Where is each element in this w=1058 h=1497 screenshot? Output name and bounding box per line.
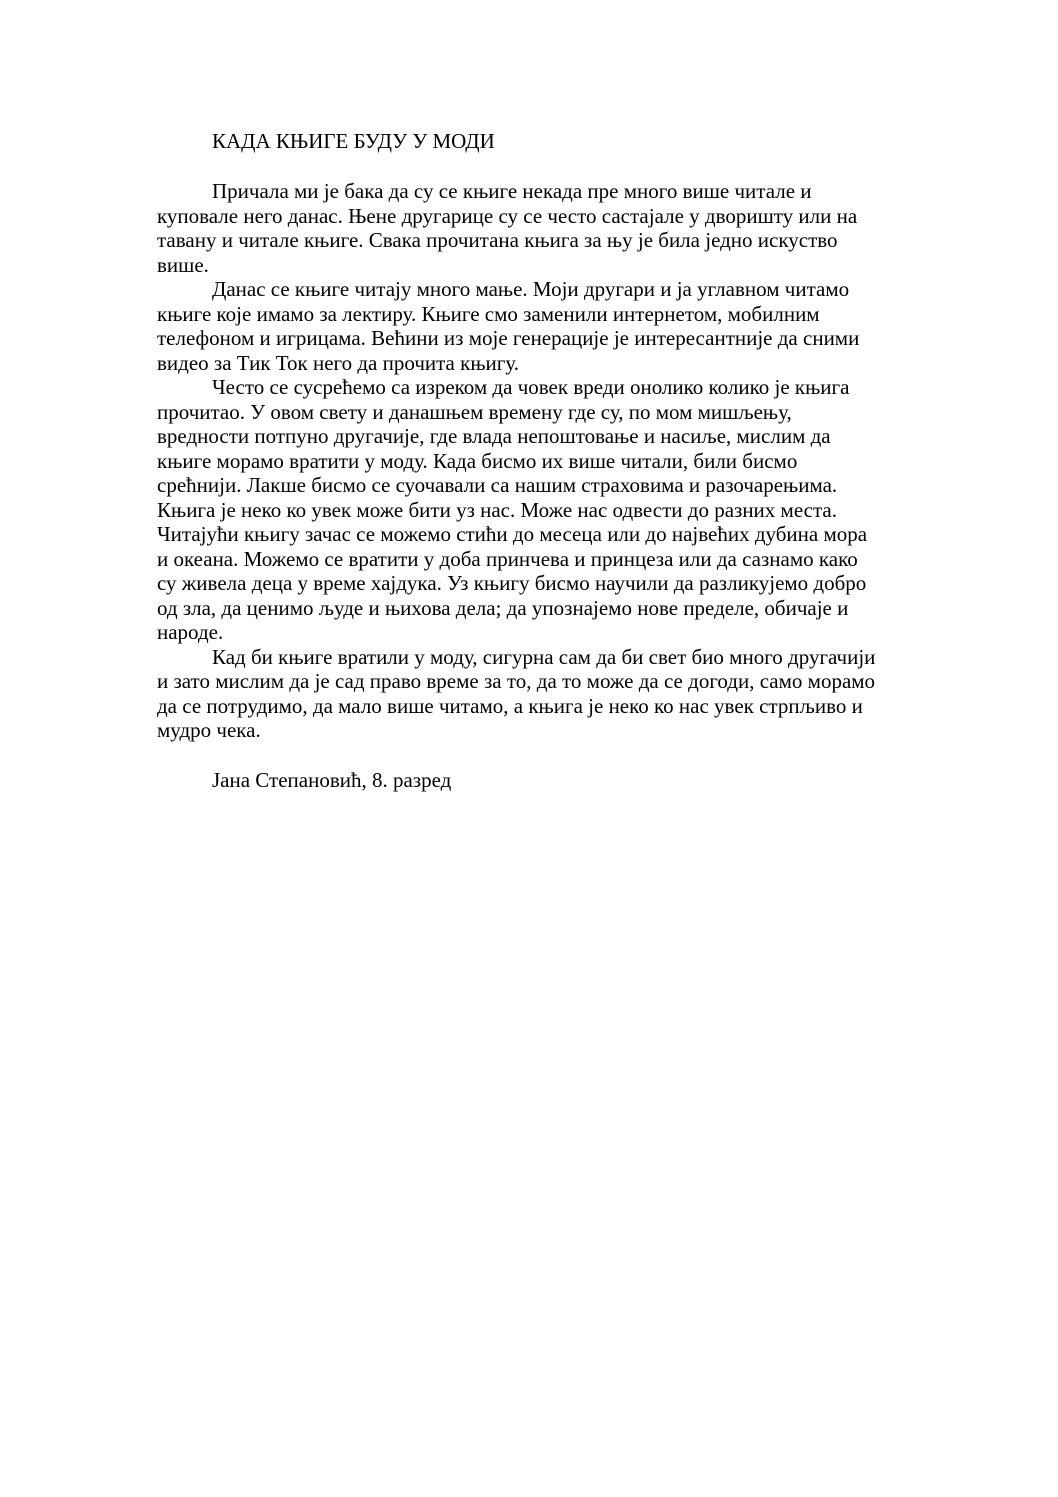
text-line: Данас се књиге читају много мање. Моји другари и ја углавном читамо: [212, 277, 850, 301]
text-line: вредности потпуно другачије, где влада непоштовање и насиље, мислим да: [157, 424, 831, 448]
text-line: Књига је неко ко увек може бити уз нас. Може нас одвести до разних места.: [157, 497, 837, 522]
text-line: и зато мислим да је сад право време за то, да то може да се догоди, само морамо: [157, 669, 876, 693]
text-line: Кад би књиге вратили у моду, сигурна сам да би свет био много другачији: [212, 644, 876, 669]
text-line: телефоном и игрицама. Већини из моје генерације је интересантније да сними: [157, 326, 860, 350]
paragraph: [157, 645, 902, 743]
text-line: мудро чека.: [157, 718, 261, 742]
text-line: књиге морамо вратити у моду. Када бисмо их више читали, били бисмо: [157, 448, 798, 473]
text-line: Често се сусрећемо са изреком да човек вреди онолико колико је књига: [212, 375, 850, 399]
text-line: књиге које имамо за лектиру. Књиге смо заменили интернетом, мобилним: [157, 301, 820, 326]
text-line: да се потрудимо, да мало више читамо, а књига је неко ко нас увек стрпљиво и: [157, 693, 863, 718]
paragraph: [157, 375, 902, 645]
text-line: тавану и читале књиге. Свака прочитана књига за њу је била једно искуство: [157, 228, 838, 252]
text-line: Читајући књигу зачас се можемо стићи до месеца или до највећих дубина мора: [157, 522, 868, 546]
text-line: прочитао. У овом свету и данашњем времену где су, по мом мишљењу,: [157, 399, 792, 424]
text-line: видео за Тик Ток него да прочита књигу.: [157, 350, 520, 375]
text-line: од зла, да ценимо људе и њихова дела; да упознајемо нове пределе, обичаје и: [157, 595, 849, 620]
text-line: куповале него данас. Њене другарице су се често састајале у дворишту или на: [157, 203, 858, 228]
text-line: Причала ми је бака да су се књиге некада пре много више читале и: [212, 179, 812, 203]
text-line: су живела деца у време хајдука. Уз књигу бисмо научили да разликујемо добро: [157, 571, 867, 595]
document-body: [157, 179, 902, 743]
text-line: срећнији. Лакше бисмо се суочавали са нашим страховима и разочарењима.: [157, 473, 838, 497]
text-line: и океана. Можемо се вратити у доба принчева и принцеза или да сазнамо како: [157, 546, 858, 571]
document-title: КАДА КЊИГЕ БУДУ У МОДИ: [212, 129, 495, 153]
text-line: више.: [157, 252, 209, 277]
text-line: народе.: [157, 620, 224, 644]
author-signature: Јана Степановић, 8. разред: [212, 768, 452, 792]
paragraph: [157, 277, 902, 375]
paragraph: [157, 179, 902, 277]
